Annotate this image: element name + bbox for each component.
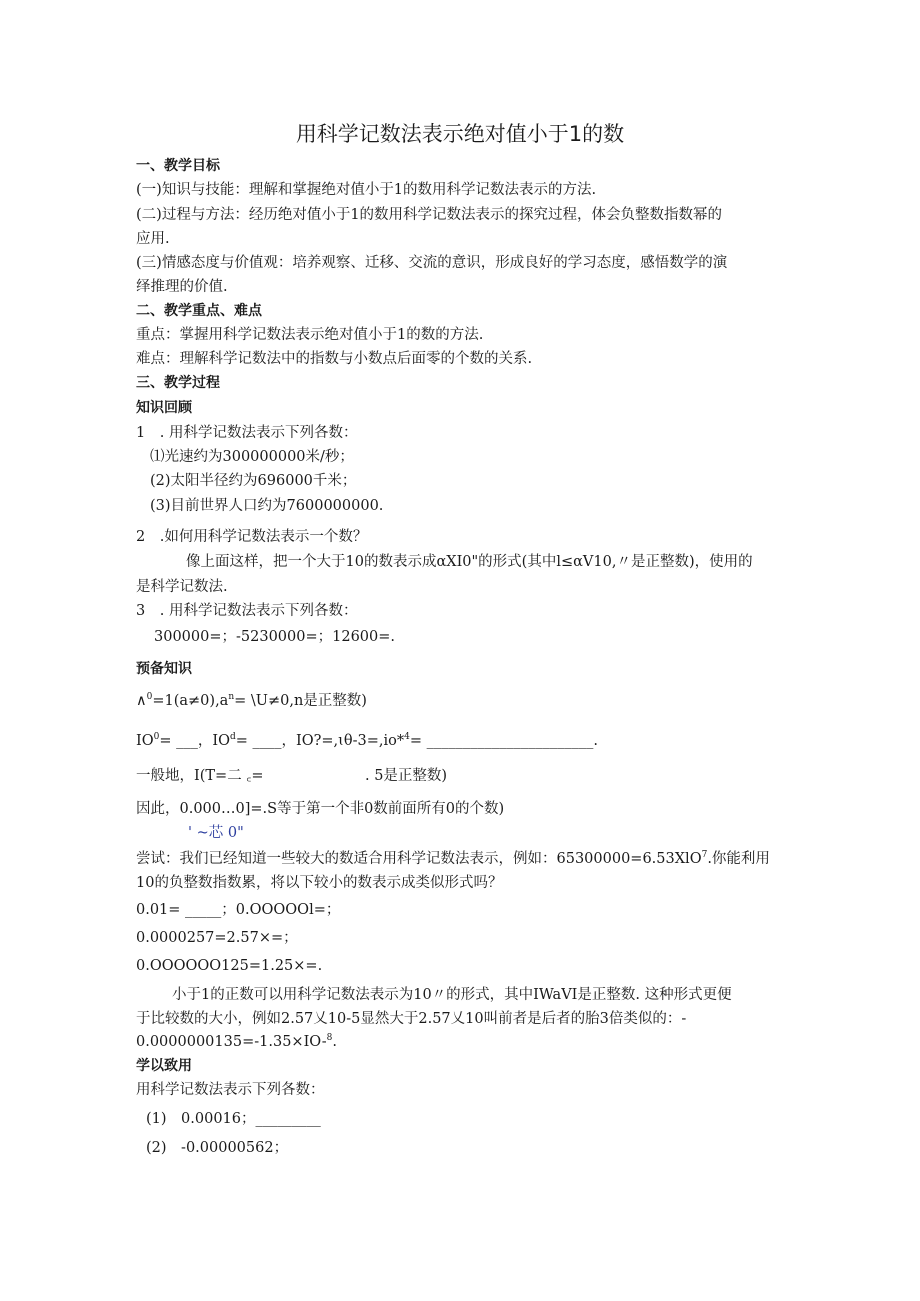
trial-intro-sup: 7 — [701, 850, 708, 861]
trial-exercise-3: 0.OOOOOO125=1.25×=. — [136, 958, 323, 974]
section-heading-keypoints: 二、教学重点、难点 — [136, 303, 262, 319]
key-point: 重点：掌握用科学记数法表示绝对值小于1的数的方法. — [136, 327, 484, 343]
review-item-1b: (2)太阳半径约为696000千米； — [150, 473, 357, 489]
review-question-1: 1 . 用科学记数法表示下列各数： — [136, 425, 358, 441]
page-title: 用科学记数法表示绝对值小于1的数 — [295, 122, 625, 146]
difficult-point: 难点：理解科学记数法中的指数与小数点后面零的个数的关系. — [136, 351, 533, 367]
objective-attitude-line2: 绎推理的价值. — [136, 279, 228, 295]
prep-therefore-line: 因此，0.000…0]=.S等于第一个非0数前面所有0的个数) — [136, 801, 505, 817]
section-heading-process: 三、教学过程 — [136, 375, 220, 391]
explain-line3-sup: 8 — [326, 1033, 333, 1044]
prep-general-line: 一般地，I(T=二 ꜀= . 5是正整数) — [136, 768, 448, 784]
review-item-1a: ⑴光速约为300000000米/秒； — [150, 449, 354, 465]
prep-powers-c-sup: 4 — [404, 732, 410, 743]
trial-exercise-1: 0.01= _____；0.OOOOOl=； — [136, 902, 341, 918]
trial-intro-line2: 10的负整数指数累，将以下较小的数表示成类似形式吗？ — [136, 875, 503, 891]
apply-intro: 用科学记数法表示下列各数： — [136, 1082, 325, 1098]
prep-rule-line — [136, 691, 367, 711]
prep-powers-d: = _______________________. — [409, 733, 598, 749]
objective-process-line2: 应用. — [136, 231, 170, 247]
trial-intro-text: 尝试：我们已经知道一些较大的数适合用科学记数法表示，例如：65300000=6.53XlO — [136, 851, 702, 867]
prep-rule-sup: 0 — [146, 692, 153, 703]
prep-powers-line — [136, 731, 598, 751]
explain-line1: 小于1的正数可以用科学记数法表示为10〃的形式，其中IWaVI是正整数. 这种形式更便 — [172, 987, 732, 1003]
explain-line2: 于比较数的大小，例如2.57乂10-5显然大于2.57乂10叫前者是后者的胎3倍类似的：- — [136, 1011, 687, 1027]
review-item-3a: 300000=；-5230000=；12600=. — [154, 629, 396, 645]
objective-attitude-line1: (三)情感态度与价值观：培养观察、迁移、交流的意识，形成良好的学习态度，感悟数学的演 — [136, 255, 728, 271]
explain-line3-post: . — [332, 1034, 337, 1050]
review-question-3: 3 . 用科学记数法表示下列各数： — [136, 603, 358, 619]
subheading-apply: 学以致用 — [136, 1058, 192, 1074]
review-question-2: 2 .如何用科学记数法表示一个数？ — [136, 529, 368, 545]
explain-line3-text: 0.0000000135=-1.35×IO- — [136, 1034, 327, 1050]
prep-rule-mid: =1(a≠0),a — [152, 693, 229, 709]
apply-item-1: (1) 0.00016；_________ — [146, 1111, 321, 1127]
prep-powers-a-sup: 0 — [153, 732, 160, 743]
review-answer-2-line2: 是科学记数法. — [136, 579, 228, 595]
prep-rule-sup2: n — [228, 692, 235, 703]
subheading-prep: 预备知识 — [136, 661, 192, 677]
review-item-1c: (3)目前世界人口约为7600000000. — [150, 498, 384, 514]
prep-handwritten-mark: ' ~芯 0" — [188, 825, 244, 841]
objective-process-line1: (二)过程与方法：经历绝对值小于1的数用科学记数法表示的探究过程，体会负整数指数幂的 — [136, 207, 723, 223]
objective-knowledge: (一)知识与技能：理解和掌握绝对值小于1的数用科学记数法表示的方法. — [136, 182, 597, 198]
trial-exercise-2: 0.0000257=2.57×=； — [136, 930, 298, 946]
apply-item-2: (2) -0.00000562； — [146, 1140, 289, 1156]
review-answer-2-line1: 像上面这样，把一个大于10的数表示成αXI0"的形式(其中l≤αV10,〃是正整数)，使用的 — [186, 554, 753, 570]
section-heading-objectives: 一、教学目标 — [136, 158, 220, 174]
subheading-review: 知识回顾 — [136, 400, 192, 416]
explain-line3 — [136, 1032, 337, 1052]
prep-rule-post: = \U≠0,n是正整数) — [234, 693, 367, 709]
prep-powers-b: = ___，IO — [159, 733, 230, 749]
trial-intro-post: .你能利用 — [707, 851, 770, 867]
prep-rule-pre: ∧ — [136, 693, 147, 709]
prep-powers-a: IO — [136, 733, 154, 749]
trial-intro-line1 — [136, 849, 770, 869]
prep-powers-b-sup: d — [229, 732, 236, 743]
prep-powers-c: = ____，IO?=,ɩθ-3=,io* — [235, 733, 405, 749]
